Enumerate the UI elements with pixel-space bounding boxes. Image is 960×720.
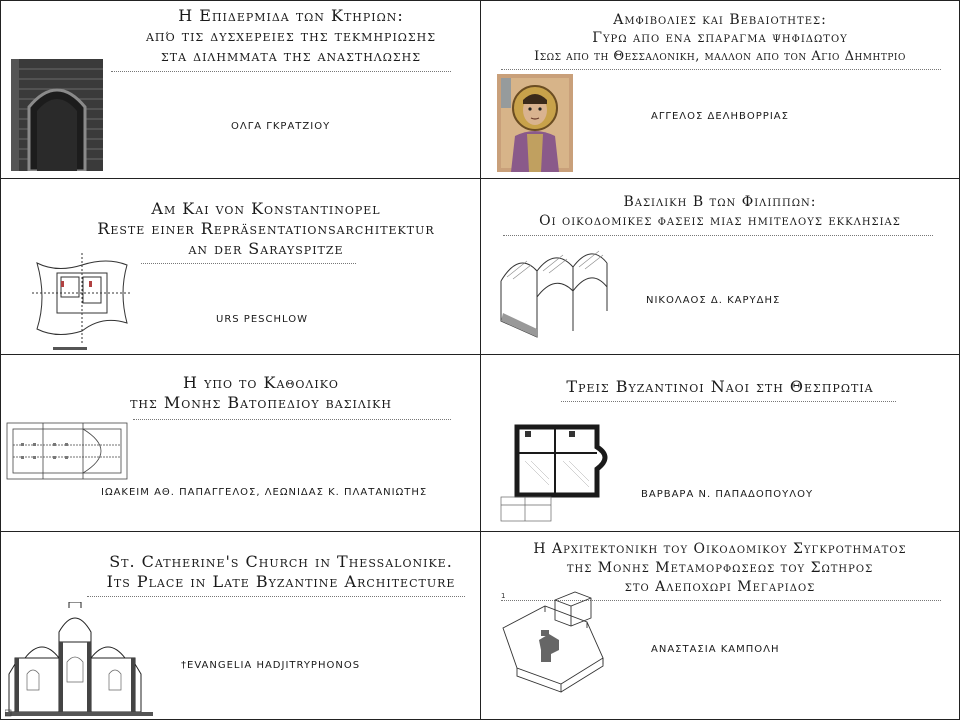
basilica-plan-drawing <box>3 417 133 485</box>
mosaic-fragment-photo <box>497 74 573 172</box>
church-section-drawing <box>5 602 153 718</box>
article-card-3[interactable]: Am Kai von Konstantinopel Reste einer Repräsentationsarchitektur an der Sarayspitze URS PESCHLOW <box>0 178 481 355</box>
article-author-1: ΟΛΓΑ ΓΚΡΑΤΖΙΟΥ <box>231 121 331 132</box>
article-author-3: URS PESCHLOW <box>216 314 308 325</box>
article-card-8[interactable]: Η Αρχιτεκτονικη του Οικοδομικου Συγκροτηματος της Μονης Μεταμορφωσεως του Σωτηρος στο Αλεποχωρι Μεγαριδος 1 ΑΝΑΣΤΑΣΙΑ ΚΑΜΠΟΛΗ <box>480 531 960 720</box>
title-divider <box>503 235 933 236</box>
vault-axonometric-drawing <box>497 241 611 341</box>
svg-text:1: 1 <box>501 592 506 600</box>
title-divider <box>141 263 356 264</box>
article-author-4: ΝΙΚΟΛΑΟΣ Δ. ΚΑΡΥΔΗΣ <box>646 295 781 306</box>
title-divider <box>87 596 465 597</box>
article-card-4[interactable]: Βασιλικη Β των Φιλιππων: Οι οικοδομικες φασεις μιας ημιτελους εκκλησιας ΝΙΚΟΛΑΟΣ Δ. ΚΑΡΥΔΗΣ <box>480 178 960 355</box>
title-divider <box>111 71 451 72</box>
title-divider <box>501 69 941 70</box>
article-author-7: †EVANGELIA HADJITRYPHONOS <box>181 660 361 671</box>
article-author-5: ΙΩΑΚΕΙΜ ΑΘ. ΠΑΠΑΓΓΕΛΟΣ, ΛΕΩΝΙΔΑΣ Κ. ΠΛΑΤΑΝΙΩΤΗΣ <box>101 487 428 498</box>
article-card-6[interactable]: Τρεις Βυζαντινοι Ναοι στη Θεσπρωτια ΒΑΡΒΑΡΑ Ν. ΠΑΠΑΔΟΠΟΥΛΟΥ <box>480 354 960 532</box>
article-card-7[interactable]: St. Catherine's Church in Thessalonike. Its Place in Late Byzantine Architecture †EVANGELIA HADJITRYPHONOS <box>0 531 481 720</box>
article-author-6: ΒΑΡΒΑΡΑ Ν. ΠΑΠΑΔΟΠΟΥΛΟΥ <box>641 489 814 500</box>
monastery-axonometric-drawing <box>495 588 611 714</box>
article-author-8: ΑΝΑΣΤΑΣΙΑ ΚΑΜΠΟΛΗ <box>651 644 780 655</box>
site-plan-drawing <box>27 243 137 353</box>
title-divider <box>133 419 451 420</box>
brick-arch-photo <box>11 59 103 171</box>
church-plan-drawing <box>497 417 623 525</box>
article-card-2[interactable]: Αμφιβολιες και Βεβαιοτητες: Γυρω απο ενα σπαραγμα ψηφιδωτου Ισως απο τη Θεσσαλονικη, μαλλον απο τον Αγιο Δημητριο ΑΓΓΕΛΟΣ ΔΕΛΗΒΟΡΡΙΑΣ <box>480 0 960 179</box>
article-card-5[interactable]: Η υπο το Καθολικο της Μονης Βατοπεδιου βασιλικη ΙΩΑΚΕΙΜ ΑΘ. ΠΑΠΑΓΓΕΛΟΣ, ΛΕΩΝΙΔΑΣ Κ. ΠΛΑΤΑΝΙΩΤΗΣ <box>0 354 481 532</box>
article-card-1[interactable]: Η Επιδερμιδα των Κτηριων: από τις δυσχερειες της τεκμηριωσης στα διληµµατα της αναστηλωσης ΟΛΓΑ ΓΚΡΑΤΖΙΟΥ <box>0 0 481 179</box>
title-divider <box>561 401 896 402</box>
article-author-2: ΑΓΓΕΛΟΣ ΔΕΛΗΒΟΡΡΙΑΣ <box>651 111 789 122</box>
